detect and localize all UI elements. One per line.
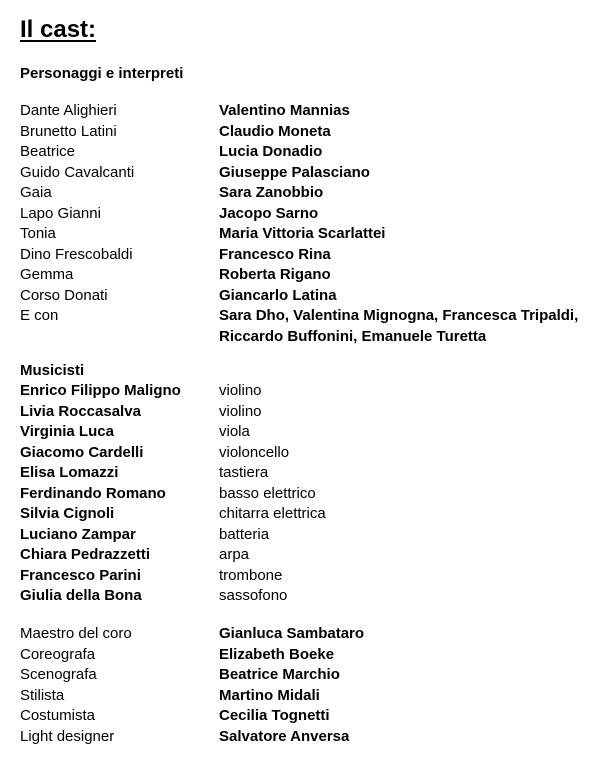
instrument: batteria	[219, 525, 270, 543]
musician-row	[20, 586, 580, 607]
instrument: sassofono	[219, 587, 288, 604]
crew-role: Coreografa	[20, 645, 96, 663]
instrument: arpa	[219, 546, 250, 563]
crew-row	[20, 727, 580, 748]
actor-name: Claudio Moneta	[219, 122, 331, 140]
actor-name: Maria Vittoria Scarlattei	[219, 225, 386, 242]
crew-name: Gianluca Sambataro	[219, 625, 365, 642]
character-name: Guido Cavalcanti	[20, 163, 135, 181]
cast-row	[20, 265, 580, 286]
crew-role: Scenografa	[20, 666, 97, 683]
crew-row	[20, 686, 580, 707]
instrument: viola	[219, 423, 250, 440]
character-name: E con	[20, 307, 59, 324]
musician-row	[20, 422, 580, 443]
character-name: Gemma	[20, 266, 74, 283]
crew-row	[20, 624, 580, 645]
actor-name: Sara Zanobbio	[219, 184, 324, 201]
musician-name: Francesco Parini	[20, 566, 141, 584]
musician-row	[20, 545, 580, 566]
crew-name: Elizabeth Boeke	[219, 645, 335, 663]
musician-name: Livia Roccasalva	[20, 402, 141, 420]
crew-role: Stilista	[20, 686, 65, 704]
crew-row	[20, 706, 580, 727]
instrument: violino	[219, 402, 262, 420]
character-name: Corso Donati	[20, 286, 108, 304]
instrument: trombone	[219, 566, 283, 584]
cast-list	[20, 101, 580, 347]
actor-name: Giancarlo Latina	[219, 286, 337, 304]
character-name: Gaia	[20, 184, 52, 201]
instrument: tastiera	[219, 464, 269, 481]
musician-name: Luciano Zampar	[20, 525, 136, 543]
crew-list	[20, 624, 580, 747]
cast-row	[20, 101, 580, 122]
character-name: Beatrice	[20, 143, 76, 160]
musician-row	[20, 443, 580, 464]
musician-row	[20, 504, 580, 525]
instrument: violoncello	[219, 443, 290, 461]
musician-name: Giacomo Cardelli	[20, 443, 144, 461]
actor-name: Lucia Donadio	[219, 143, 323, 160]
cast-row	[20, 245, 580, 266]
musician-row	[20, 566, 580, 587]
actor-name: Jacopo Sarno	[219, 204, 319, 222]
instrument: chitarra elettrica	[219, 505, 326, 522]
instrument: violino	[219, 382, 262, 399]
crew-role: Costumista	[20, 707, 96, 724]
crew-name: Salvatore Anversa	[219, 727, 350, 745]
character-name: Dino Frescobaldi	[20, 245, 133, 263]
musicians-heading: Musicisti	[20, 362, 85, 379]
character-name: Dante Alighieri	[20, 102, 117, 119]
crew-name: Martino Midali	[219, 686, 320, 704]
musician-name: Elisa Lomazzi	[20, 464, 119, 481]
musician-row	[20, 463, 580, 484]
cast-row	[20, 122, 580, 143]
cast-row	[20, 286, 580, 307]
crew-name: Cecilia Tognetti	[219, 707, 330, 724]
actor-name: Valentino Mannias	[219, 102, 350, 119]
character-name: Lapo Gianni	[20, 204, 101, 222]
musician-name: Silvia Cignoli	[20, 505, 115, 522]
crew-role: Maestro del coro	[20, 625, 132, 642]
musician-name: Virginia Luca	[20, 423, 114, 440]
character-name: Tonia	[20, 225, 56, 242]
musician-row	[20, 484, 580, 505]
page-title: Il cast:	[20, 16, 97, 43]
crew-row	[20, 665, 580, 686]
musician-row	[20, 525, 580, 546]
musician-name: Giulia della Bona	[20, 587, 142, 604]
actor-name: Sara Dho, Valentina Mignogna, Francesca Tripaldi, Riccardo Buffonini, Emanuele Turetta	[219, 307, 579, 345]
cast-row	[20, 224, 580, 245]
crew-name: Beatrice Marchio	[219, 666, 340, 683]
musicians-list	[20, 381, 580, 607]
cast-row	[20, 142, 580, 163]
musician-name: Enrico Filippo Maligno	[20, 382, 181, 399]
cast-row	[20, 204, 580, 225]
cast-heading: Personaggi e interpreti	[20, 65, 184, 82]
actor-name: Giuseppe Palasciano	[219, 163, 370, 181]
crew-role: Light designer	[20, 727, 115, 745]
cast-row	[20, 306, 580, 347]
instrument: basso elettrico	[219, 484, 316, 502]
musician-row	[20, 381, 580, 402]
actor-name: Roberta Rigano	[219, 266, 331, 283]
musician-name: Ferdinando Romano	[20, 484, 166, 502]
musician-name: Chiara Pedrazzetti	[20, 546, 151, 563]
cast-row	[20, 183, 580, 204]
musician-row	[20, 402, 580, 423]
cast-row	[20, 163, 580, 184]
character-name: Brunetto Latini	[20, 122, 117, 140]
actor-name: Francesco Rina	[219, 245, 331, 263]
crew-row	[20, 645, 580, 666]
